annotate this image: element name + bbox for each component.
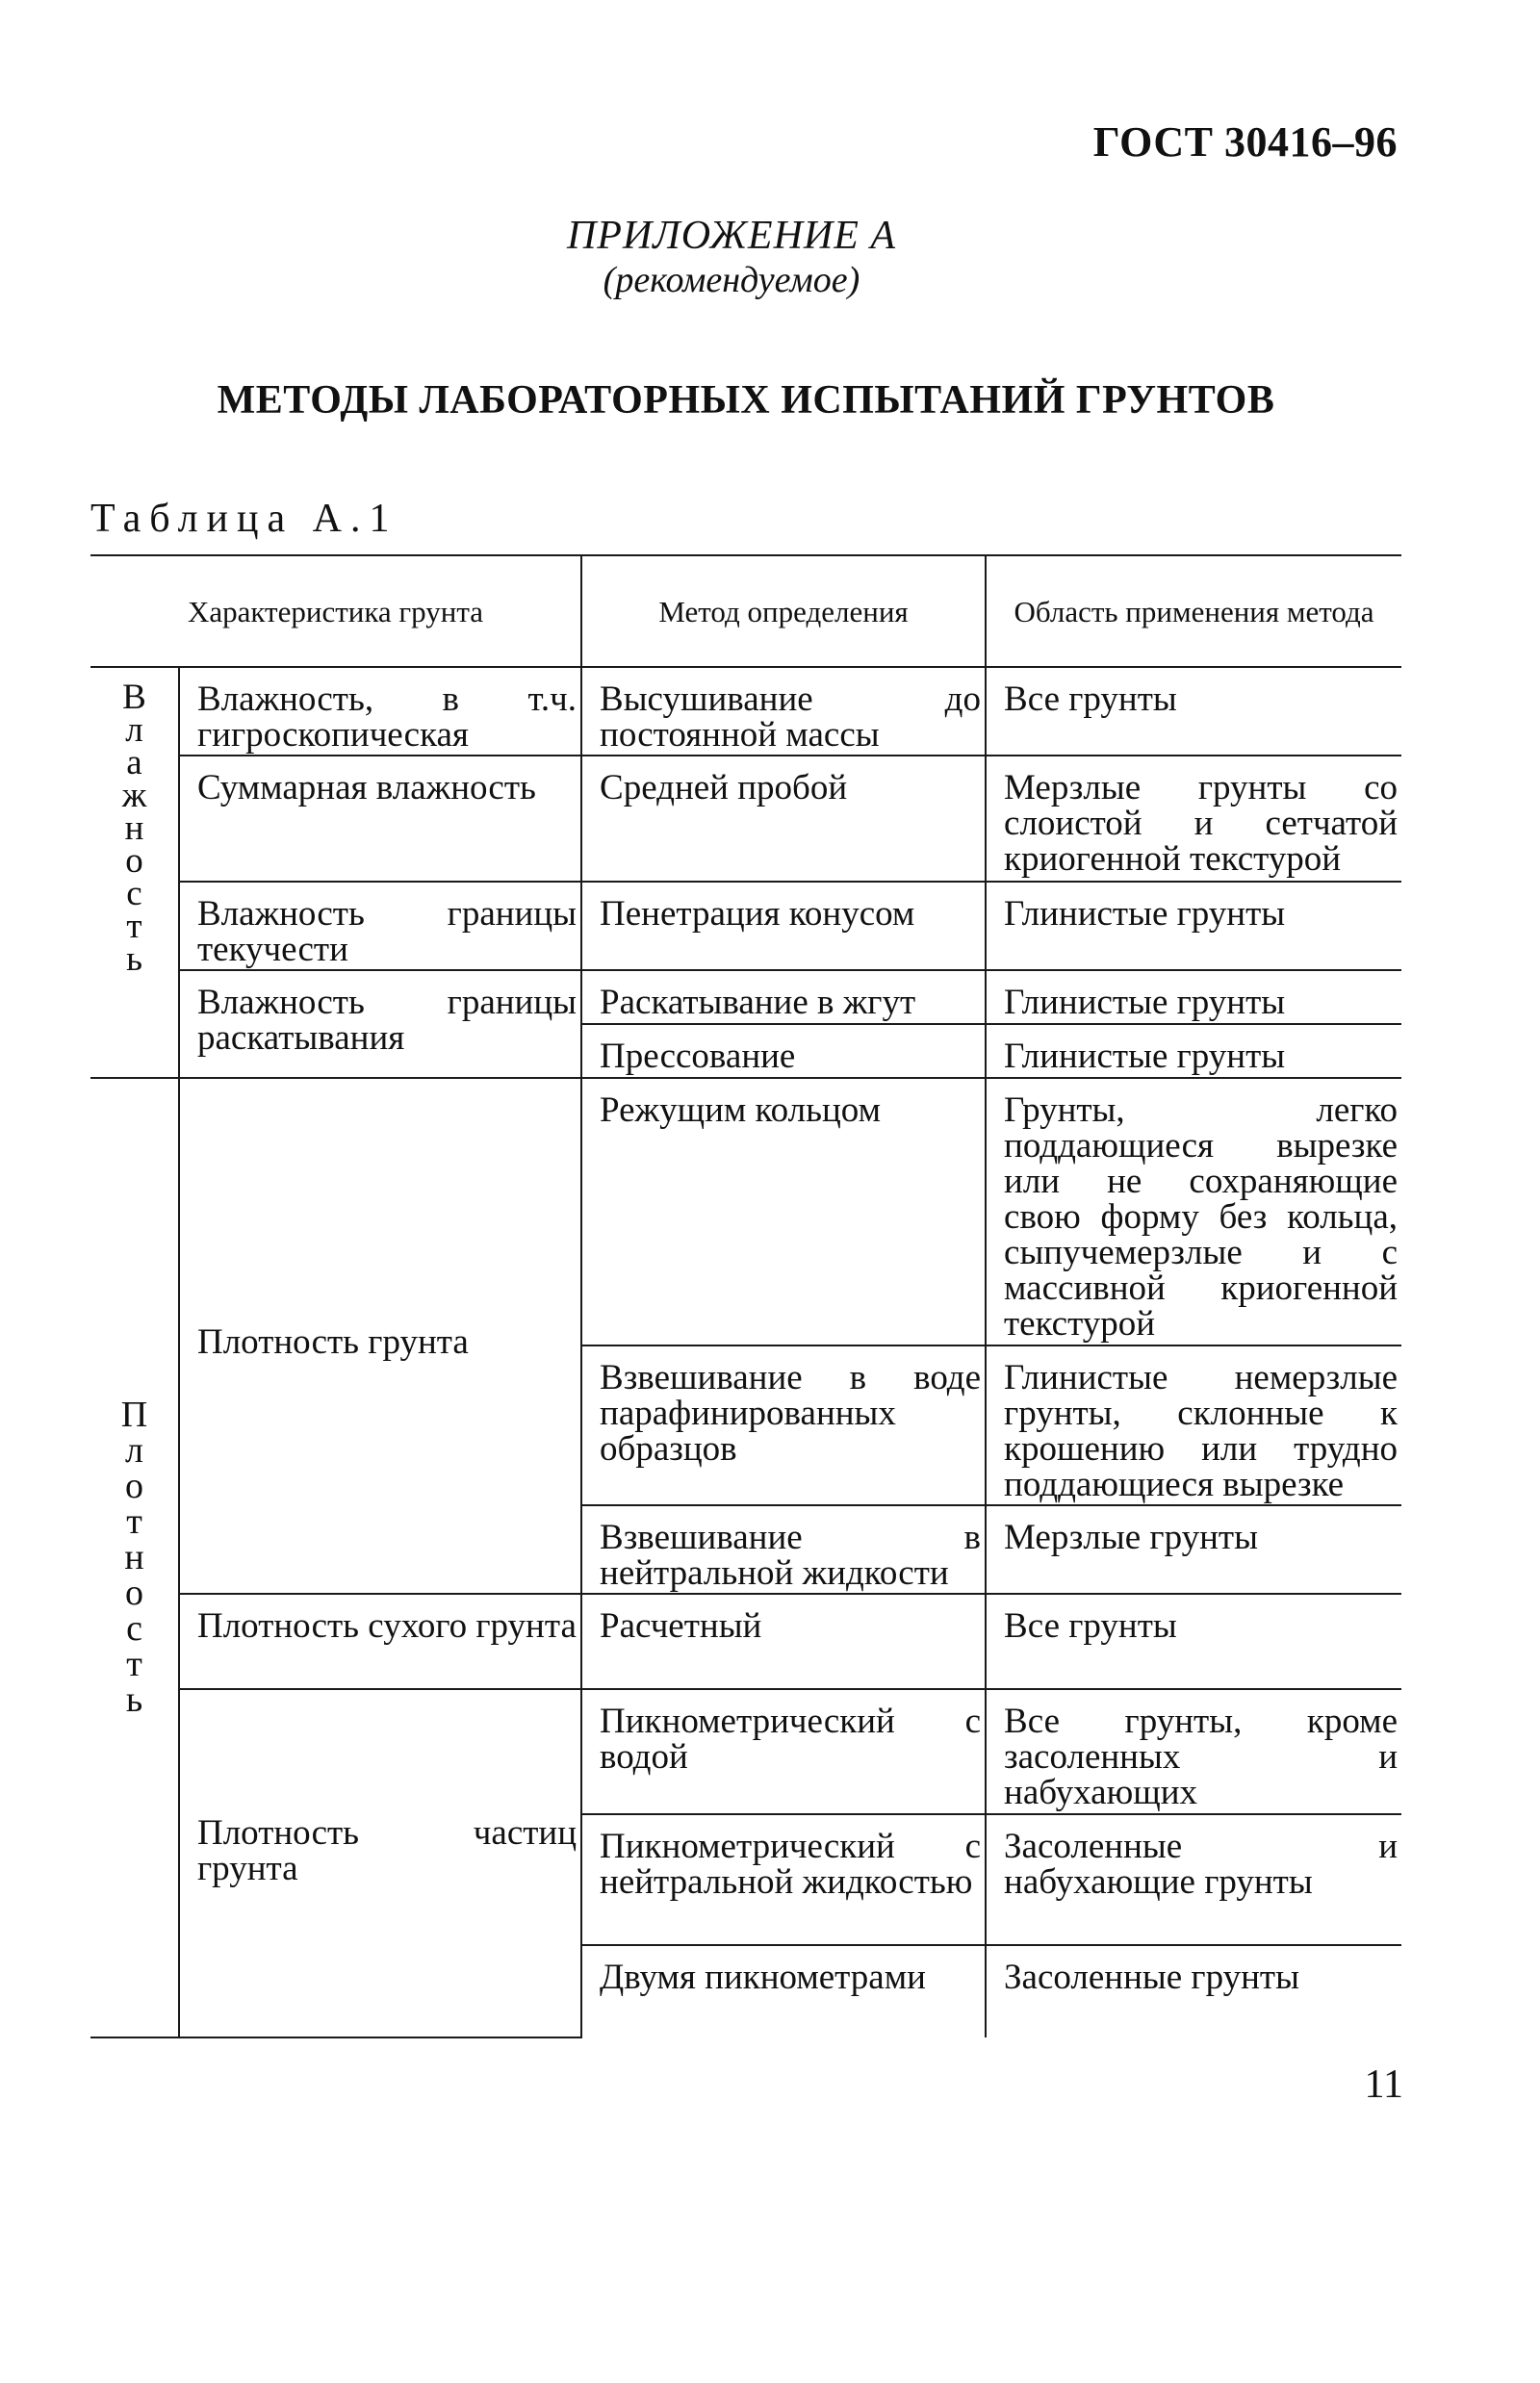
cell-characteristic: Влажность границы текучести: [179, 882, 581, 970]
appendix-heading: [0, 214, 1463, 302]
group-letter: т: [126, 1501, 142, 1542]
cell-method: Прессование: [581, 1024, 986, 1078]
cell-characteristic: Суммарная влажность: [179, 756, 581, 882]
table-row: [90, 970, 1401, 1024]
cell-method: Средней пробой: [581, 756, 986, 882]
group-letter: П: [120, 1395, 148, 1435]
document-code: ГОСТ 30416–96: [1092, 118, 1398, 166]
cell-characteristic: Влажность, в т.ч. гигроскопическая: [179, 667, 581, 756]
cell-application: Засоленные грунты: [986, 1945, 1401, 2037]
table-row: [90, 1689, 1401, 1814]
cell-application: Мерзлые грунты: [986, 1505, 1401, 1594]
header-characteristic: Характеристика грунта: [90, 555, 581, 667]
group-letter: а: [126, 743, 142, 782]
header-application: Область применения метода: [986, 555, 1401, 667]
table-row: [90, 1078, 1401, 1345]
group-letter: В: [122, 678, 146, 717]
cell-method: Пенетрация конусом: [581, 882, 986, 970]
cell-method: Пикнометрический с водой: [581, 1689, 986, 1814]
group-letter: л: [125, 710, 143, 750]
cell-application: Все грунты: [986, 667, 1401, 756]
cell-method: Расчетный: [581, 1594, 986, 1689]
group-letter: ж: [121, 776, 147, 815]
cell-method: Двумя пикнометрами: [581, 1945, 986, 2037]
table-caption: Таблица А.1: [90, 497, 398, 541]
header-method: Метод определения: [581, 555, 986, 667]
methods-table-wrapper: [90, 554, 1401, 2038]
table-row: [90, 1594, 1401, 1689]
table-header-row: [90, 555, 1401, 667]
cell-application: Мерзлые грунты со слоистой и сетчатой криогенной текстурой: [986, 756, 1401, 882]
cell-method: Взвешивание в воде парафинированных образцов: [581, 1345, 986, 1505]
group-letter: с: [126, 874, 142, 913]
group-letter: ь: [125, 1679, 143, 1720]
group-letter: н: [124, 1537, 144, 1577]
cell-characteristic: Плотность грунта: [179, 1078, 581, 1594]
methods-table: [90, 554, 1401, 2038]
page-title: МЕТОДЫ ЛАБОРАТОРНЫХ ИСПЫТАНИЙ ГРУНТОВ: [217, 378, 1275, 423]
cell-method: Режущим кольцом: [581, 1078, 986, 1345]
page-number: 11: [1364, 2063, 1403, 2107]
cell-method: Высушивание до постоянной массы: [581, 667, 986, 756]
cell-application: Все грунты, кроме засоленных и набухающих: [986, 1689, 1401, 1814]
table-row: [90, 667, 1401, 756]
appendix-title: ПРИЛОЖЕНИЕ А: [566, 214, 897, 258]
group-letter: о: [125, 841, 143, 881]
group-letter: л: [125, 1430, 143, 1471]
cell-characteristic: Влажность границы раскатывания: [179, 970, 581, 1078]
group-letter: т: [126, 1644, 142, 1684]
group-label-density: [90, 1078, 179, 2037]
group-letter: о: [125, 1466, 143, 1506]
group-letter: с: [126, 1608, 142, 1649]
group-letter: ь: [126, 939, 142, 979]
cell-method: Взвешивание в нейтральной жидкости: [581, 1505, 986, 1594]
cell-application: Все грунты: [986, 1594, 1401, 1689]
cell-characteristic: Плотность частиц грунта: [179, 1689, 581, 2037]
group-letter: о: [125, 1573, 143, 1613]
cell-application: Глинистые грунты: [986, 882, 1401, 970]
table-row: [90, 882, 1401, 970]
cell-application: Засоленные и набухающие грунты: [986, 1814, 1401, 1945]
cell-application: Глинистые грунты: [986, 970, 1401, 1024]
group-label-moisture: [90, 667, 179, 1078]
table-row: [90, 756, 1401, 882]
cell-method: Раскатывание в жгут: [581, 970, 986, 1024]
cell-application: Грунты, легко поддающиеся вырезке или не сохраняющие свою форму без кольца, сыпучемерзлые и с массивной криогенной текстурой: [986, 1078, 1401, 1345]
cell-application: Глинистые немерзлые грунты, склонные к крошению или трудно поддающиеся вырезке: [986, 1345, 1401, 1505]
group-letter: т: [126, 907, 142, 946]
group-letter: н: [124, 808, 144, 848]
cell-application: Глинистые грунты: [986, 1024, 1401, 1078]
cell-method: Пикнометрический с нейтральной жидкостью: [581, 1814, 986, 1945]
cell-characteristic: Плотность сухого грунта: [179, 1594, 581, 1689]
appendix-subtitle: (рекомендуемое): [603, 260, 860, 300]
